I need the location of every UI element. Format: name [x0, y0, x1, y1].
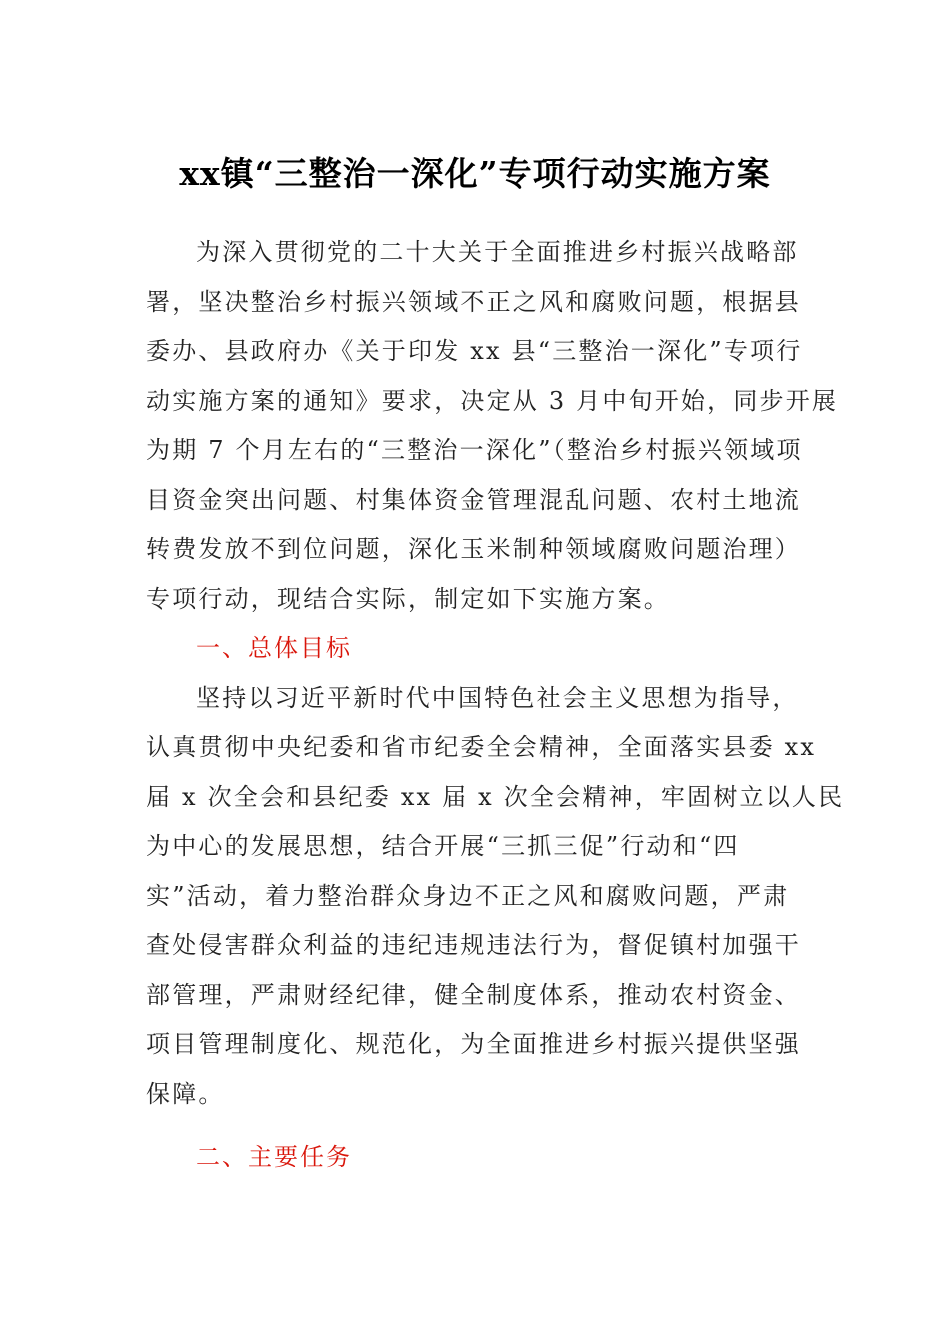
section1-paragraph-line: 认真贯彻中央纪委和省市纪委全会精神，全面落实县委 xx — [146, 733, 817, 761]
section1-paragraph-line: 部管理，严肃财经纪律，健全制度体系，推动农村资金、 — [146, 980, 801, 1009]
intro-paragraph-line: 为期 7 个月左右的“三整治一深化”（整治乡村振兴领域项 — [146, 436, 803, 464]
section1-paragraph-line: 查处侵害群众利益的违纪违规违法行为，督促镇村加强干 — [146, 931, 801, 959]
intro-paragraph-line: 目资金突出问题、村集体资金管理混乱问题、农村土地流 — [146, 485, 801, 514]
intro-paragraph-line: 署，坚决整治乡村振兴领域不正之风和腐败问题，根据县 — [146, 287, 801, 316]
section1-paragraph-line: 项目管理制度化、规范化，为全面推进乡村振兴提供坚强 — [146, 1030, 801, 1058]
section1-paragraph-line: 保障。 — [146, 1079, 225, 1108]
intro-paragraph-line: 为深入贯彻党的二十大关于全面推进乡村振兴战略部 — [196, 238, 799, 266]
section-heading-overall-goal: 一、总体目标 — [196, 634, 352, 662]
section1-paragraph-line: 实”活动，着力整治群众身边不正之风和腐败问题，严肃 — [146, 881, 790, 910]
intro-paragraph-line: 动实施方案的通知》要求，决定从 3 月中旬开始，同步开展 — [146, 386, 839, 415]
intro-paragraph-line: 转费发放不到位问题，深化玉米制种领域腐败问题治理） — [146, 535, 801, 563]
intro-paragraph-line: 委办、县政府办《关于印发 xx 县“三整治一深化”专项行 — [146, 337, 803, 365]
intro-paragraph-line: 专项行动，现结合实际，制定如下实施方案。 — [146, 584, 670, 613]
document-title: xx镇“三整治一深化”专项行动实施方案 — [179, 154, 771, 193]
section1-paragraph-line: 为中心的发展思想，结合开展“三抓三促”行动和“四 — [146, 832, 740, 860]
document-body — [146, 228, 845, 1183]
section1-paragraph-line: 坚持以习近平新时代中国特色社会主义思想为指导， — [196, 683, 799, 712]
section1-paragraph-line: 届 x 次全会和县纪委 xx 届 x 次全会精神，牢固树立以人民 — [146, 782, 845, 811]
section-heading-main-tasks: 二、主要任务 — [196, 1143, 352, 1171]
